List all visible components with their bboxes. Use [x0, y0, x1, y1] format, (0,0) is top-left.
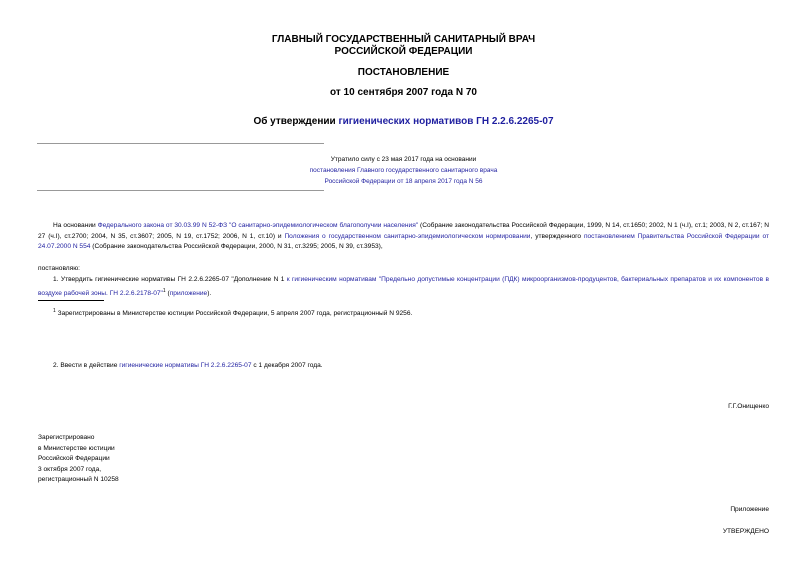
registration-line: в Министерстве юстиции: [38, 444, 115, 452]
preamble-paragraph: [38, 221, 769, 253]
registration-block: [38, 433, 119, 486]
item-1-text-1: 1. Утвердить гигиенические нормативы ГН 2.2.6.2265-07 "Дополнение N 1: [53, 276, 287, 283]
status-note-link-2[interactable]: Российской Федерации от 18 апреля 2017 года N 56: [324, 178, 483, 185]
footnote-text: Зарегистрированы в Министерстве юстиции Российской Федерации, 5 апреля 2007 года, регистрационный N 9256.: [55, 310, 413, 318]
registration-line: Зарегистрировано: [38, 434, 95, 441]
footnote: [53, 306, 412, 320]
status-note-text: Утратило силу с 23 мая 2017 года на основании: [330, 156, 477, 163]
item-1-text-2: (: [165, 289, 170, 297]
preamble-text-1: На основании: [53, 222, 98, 229]
title-link[interactable]: гигиенических нормативов ГН 2.2.6.2265-07: [338, 116, 554, 127]
item-1-paragraph: [38, 275, 769, 299]
registration-line: Российской Федерации: [38, 455, 110, 462]
item-2-paragraph: [53, 361, 323, 372]
government-decree-link[interactable]: постановлением Правительства Российской Федерации от 24.07.2000 N 554: [38, 232, 769, 250]
footnote-rule: [38, 300, 104, 301]
issuer-line-2: РОССИЙСКОЙ ФЕДЕРАЦИИ: [334, 46, 473, 57]
issuer-line-1: ГЛАВНЫЙ ГОСУДАРСТВЕННЫЙ САНИТАРНЫЙ ВРАЧ: [271, 34, 536, 45]
registration-line: 3 октября 2007 года,: [38, 465, 102, 473]
title-prefix: Об утверждении: [253, 116, 339, 127]
footnote-ref: 1: [162, 287, 166, 294]
document-type: ПОСТАНОВЛЕНИЕ: [357, 67, 450, 78]
document-date-number: от 10 сентября 2007 года N 70: [330, 87, 477, 98]
standards-effective-link[interactable]: гигиенические нормативы ГН 2.2.6.2265-07: [119, 362, 252, 369]
federal-law-link[interactable]: Федерального закона от 30.03.99 N 52-ФЗ "О санитарно-эпидемиологическом благополучии населения": [97, 222, 419, 229]
footnote-mark: 1: [53, 308, 56, 314]
standards-link[interactable]: к гигиеническим нормативам "Предельно допустимые концентрации (ПДК) микроорганизмов-продуцентов, бактериальных препаратов и их компонентов в воздухе рабочей зоны. ГН 2.2.6.2178-07": [38, 276, 769, 297]
preamble-text-3: , утвержденного: [530, 232, 584, 240]
document-title: [0, 116, 807, 128]
appendix-link[interactable]: приложение: [169, 289, 208, 297]
item-1-text-3: ).: [207, 289, 212, 297]
status-rule-bottom: [37, 190, 324, 191]
appendix-label: Приложение: [730, 506, 769, 513]
registration-line: регистрационный N 10258: [38, 476, 119, 483]
resolved-label: постановляю:: [38, 265, 81, 272]
regulation-link[interactable]: Положения о государственном санитарно-эпидемиологическом нормировании: [284, 232, 531, 240]
status-rule-top: [37, 143, 324, 144]
status-note-link-1[interactable]: постановления Главного государственного санитарного врача: [309, 167, 498, 174]
preamble-text-4: (Собрание законодательства Российской Федерации, 2000, N 31, ст.3295; 2005, N 39, ст.3953),: [90, 243, 383, 250]
approved-label: УТВЕРЖДЕНО: [722, 528, 769, 535]
preamble-text-2: (Собрание законодательства Российской Федерации, 1999, N 14, ст.1650; 2002, N 1 (ч.I), ст.1; 2003, N 2, ст.167; N 27 (ч.I), ст.2700; 2004, N 35, ст.3607; 2005, N 19, ст.1752; 2006, N 1, ст.10) и: [38, 222, 769, 240]
signature: Г.Г.Онищенко: [728, 403, 769, 410]
item-2-text-1: 2. Ввести в действие: [53, 362, 120, 369]
item-2-text-2: с 1 декабря 2007 года.: [251, 362, 323, 369]
